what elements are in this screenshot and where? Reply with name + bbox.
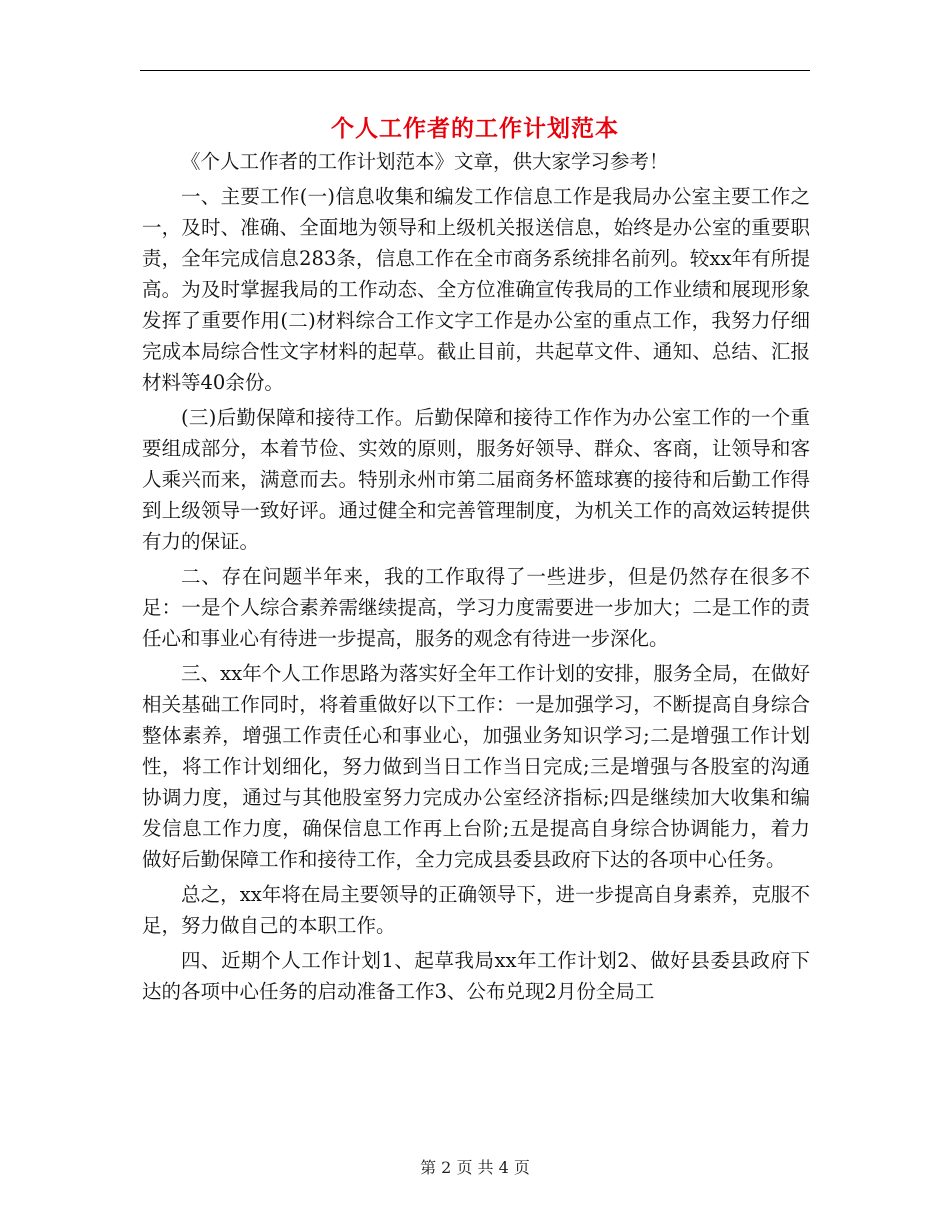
paragraph-main-work: 一、主要工作(一)信息收集和编发工作信息工作是我局办公室主要工作之一，及时、准确、全面地为领导和上级机关报送信息，始终是办公室的重要职责，全年完成信息283条，信息工作在全市商务系统排名前列。较xx年有所提高。为及时掌握我局的工作动态、全方位准确宣传我局的工作业绩和展现形象发挥了重要作用(二)材料综合工作文字工作是办公室的重点工作，我努力仔细完成本局综合性文字材料的起草。截止目前，共起草文件、通知、总结、汇报材料等40余份。 — [142, 185, 810, 394]
paragraph-recent-plan: 四、近期个人工作计划1、起草我局xx年工作计划2、做好县委县政府下达的各项中心任务的启动准备工作3、公布兑现2月份全局工 — [142, 949, 810, 1003]
paragraph-logistics: (三)后勤保障和接待工作。后勤保障和接待工作作为办公室工作的一个重要组成部分，本着节俭、实效的原则，服务好领导、群众、客商，让领导和客人乘兴而来，满意而去。特别永州市第二届商务杯篮球赛的接待和后勤工作得到上级领导一致好评。通过健全和完善管理制度，为机关工作的高效运转提供有力的保证。 — [142, 406, 810, 553]
paragraph-summary: 总之，xx年将在局主要领导的正确领导下，进一步提高自身素养，克服不足，努力做自己的本职工作。 — [142, 883, 810, 937]
header-rule — [140, 70, 810, 71]
document-body — [142, 146, 810, 1011]
paragraph-intro: 《个人工作者的工作计划范本》文章，供大家学习参考！ — [181, 150, 669, 173]
paragraph-plan-ideas: 三、xx年个人工作思路为落实好全年工作计划的安排，服务全局，在做好相关基础工作同时，将着重做好以下工作：一是加强学习，不断提高自身综合整体素养，增强工作责任心和事业心，加强业务知识学习;二是增强工作计划性，将工作计划细化，努力做到当日工作当日完成;三是增强与各股室的沟通协调力度，通过与其他股室努力完成办公室经济指标;四是继续加大收集和编发信息工作力度，确保信息工作再上台阶;五是提高自身综合协调能力，着力做好后勤保障工作和接待工作，全力完成县委县政府下达的各项中心任务。 — [142, 662, 810, 871]
page-number: 第 2 页 共 4 页 — [420, 1158, 530, 1177]
paragraph-problems: 二、存在问题半年来，我的工作取得了一些进步，但是仍然存在很多不足：一是个人综合素养需继续提高，学习力度需要进一步加大；二是工作的责任心和事业心有待进一步提高，服务的观念有待进一步深化。 — [142, 565, 810, 650]
document-title: 个人工作者的工作计划范本 — [331, 115, 619, 142]
